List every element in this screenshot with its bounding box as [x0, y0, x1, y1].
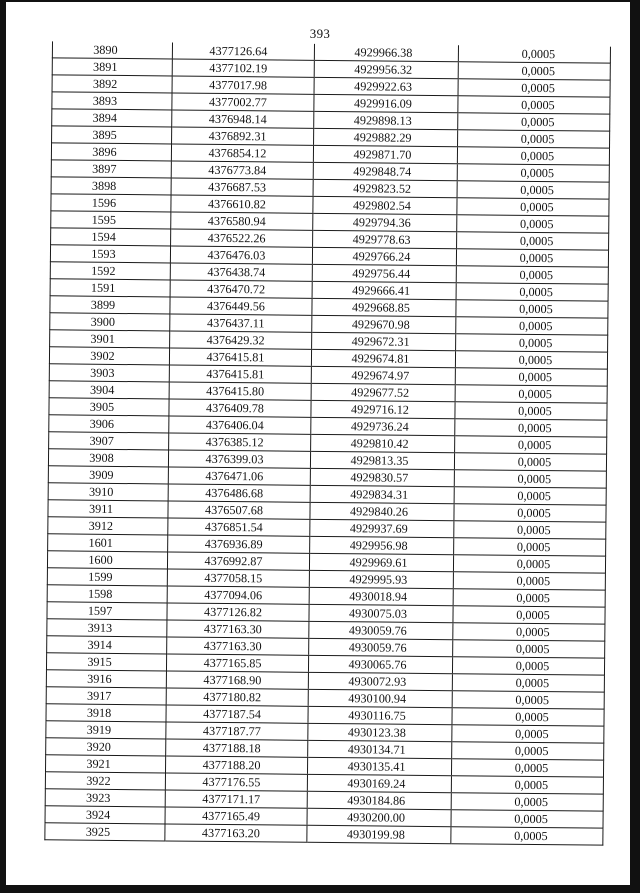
point-number-cell: 3898 — [51, 177, 171, 195]
y-coordinate-cell: 4930065.76 — [308, 655, 452, 673]
tolerance-cell: 0,0005 — [452, 691, 604, 709]
x-coordinate-cell: 4377017.98 — [172, 76, 314, 94]
x-coordinate-cell: 4376437.11 — [170, 314, 312, 332]
x-coordinate-cell: 4377163.30 — [167, 620, 309, 638]
tolerance-cell: 0,0005 — [454, 504, 606, 522]
point-number-cell: 3913 — [47, 619, 167, 637]
x-coordinate-cell: 4377102.19 — [172, 59, 314, 77]
point-number-cell: 3892 — [52, 75, 172, 93]
y-coordinate-cell: 4929766.24 — [312, 247, 456, 265]
tolerance-cell: 0,0005 — [457, 147, 609, 165]
y-coordinate-cell: 4929995.93 — [309, 570, 453, 588]
y-coordinate-cell: 4930134.71 — [308, 740, 452, 758]
tolerance-cell: 0,0005 — [452, 725, 604, 743]
point-number-cell: 3915 — [46, 653, 166, 671]
point-number-cell: 3910 — [48, 483, 168, 501]
point-number-cell: 3911 — [48, 500, 168, 518]
y-coordinate-cell: 4929778.63 — [313, 230, 457, 248]
tolerance-cell: 0,0005 — [457, 215, 609, 233]
point-number-cell: 3904 — [49, 381, 169, 399]
y-coordinate-cell: 4929670.98 — [312, 315, 456, 333]
y-coordinate-cell: 4930184.86 — [307, 791, 451, 809]
x-coordinate-cell: 4376476.03 — [170, 246, 312, 264]
tolerance-cell: 0,0005 — [452, 708, 604, 726]
y-coordinate-cell: 4929848.74 — [313, 162, 457, 180]
y-coordinate-cell: 4929871.70 — [313, 145, 457, 163]
y-coordinate-cell: 4930059.76 — [309, 638, 453, 656]
x-coordinate-cell: 4377180.82 — [166, 688, 308, 706]
page-number: 393 — [309, 26, 331, 41]
tolerance-cell: 0,0005 — [455, 368, 607, 386]
tolerance-cell: 0,0005 — [458, 113, 610, 131]
point-number-cell: 1599 — [47, 568, 167, 586]
y-coordinate-cell: 4929813.35 — [310, 451, 454, 469]
point-number-cell: 3906 — [49, 415, 169, 433]
tolerance-cell: 0,0005 — [452, 674, 604, 692]
tolerance-cell: 0,0005 — [456, 283, 608, 301]
point-number-cell: 1595 — [51, 211, 171, 229]
point-number-cell: 3903 — [49, 364, 169, 382]
point-number-cell: 3925 — [45, 823, 165, 841]
x-coordinate-cell: 4376429.32 — [170, 331, 312, 349]
x-coordinate-cell: 4376385.12 — [169, 433, 311, 451]
x-coordinate-cell: 4376522.26 — [171, 229, 313, 247]
x-coordinate-cell: 4376471.06 — [168, 467, 310, 485]
tolerance-cell: 0,0005 — [456, 300, 608, 318]
tolerance-cell: 0,0005 — [454, 453, 606, 471]
x-coordinate-cell: 4377187.54 — [166, 705, 308, 723]
y-coordinate-cell: 4929898.13 — [314, 111, 458, 129]
y-coordinate-cell: 4930116.75 — [308, 706, 452, 724]
x-coordinate-cell: 4376438.74 — [170, 263, 312, 281]
x-coordinate-cell: 4377168.90 — [166, 671, 308, 689]
x-coordinate-cell: 4376470.72 — [170, 280, 312, 298]
point-number-cell: 3922 — [45, 772, 165, 790]
x-coordinate-cell: 4376851.54 — [168, 518, 310, 536]
y-coordinate-cell: 4929794.36 — [313, 213, 457, 231]
tolerance-cell: 0,0005 — [458, 45, 610, 63]
y-coordinate-cell: 4929937.69 — [310, 519, 454, 537]
point-number-cell: 3899 — [50, 296, 170, 314]
tolerance-cell: 0,0005 — [453, 606, 605, 624]
x-coordinate-cell: 4377126.82 — [167, 603, 309, 621]
point-number-cell: 3920 — [46, 738, 166, 756]
x-coordinate-cell: 4377187.77 — [166, 722, 308, 740]
x-coordinate-cell: 4376415.81 — [169, 365, 311, 383]
point-number-cell: 1592 — [50, 262, 170, 280]
y-coordinate-cell: 4930135.41 — [307, 757, 451, 775]
point-number-cell: 1596 — [51, 194, 171, 212]
x-coordinate-cell: 4377171.17 — [165, 790, 307, 808]
x-coordinate-cell: 4376449.56 — [170, 297, 312, 315]
point-number-cell: 3912 — [48, 517, 168, 535]
y-coordinate-cell: 4929830.57 — [310, 468, 454, 486]
point-number-cell: 3909 — [48, 466, 168, 484]
point-number-cell: 1601 — [48, 534, 168, 552]
point-number-cell: 3902 — [49, 347, 169, 365]
point-number-cell: 3900 — [50, 313, 170, 331]
y-coordinate-cell: 4930018.94 — [309, 587, 453, 605]
tolerance-cell: 0,0005 — [455, 436, 607, 454]
tolerance-cell: 0,0005 — [455, 385, 607, 403]
coordinates-table — [44, 41, 611, 845]
x-coordinate-cell: 4377002.77 — [172, 93, 314, 111]
tolerance-cell: 0,0005 — [454, 521, 606, 539]
y-coordinate-cell: 4929756.44 — [312, 264, 456, 282]
tolerance-cell: 0,0005 — [458, 79, 610, 97]
y-coordinate-cell: 4929966.38 — [314, 44, 458, 62]
y-coordinate-cell: 4929823.52 — [313, 179, 457, 197]
x-coordinate-cell: 4376486.68 — [168, 484, 310, 502]
x-coordinate-cell: 4377188.20 — [165, 756, 307, 774]
y-coordinate-cell: 4930200.00 — [307, 808, 451, 826]
tolerance-cell: 0,0005 — [452, 657, 604, 675]
tolerance-cell: 0,0005 — [452, 742, 604, 760]
x-coordinate-cell: 4376892.31 — [172, 127, 314, 145]
point-number-cell: 3901 — [50, 330, 170, 348]
x-coordinate-cell: 4377126.64 — [172, 42, 314, 60]
y-coordinate-cell: 4930199.98 — [307, 825, 451, 843]
x-coordinate-cell: 4376409.78 — [169, 399, 311, 417]
point-number-cell: 3897 — [51, 160, 171, 178]
y-coordinate-cell: 4929672.31 — [312, 332, 456, 350]
x-coordinate-cell: 4376415.81 — [169, 348, 311, 366]
point-number-cell: 1593 — [50, 245, 170, 263]
point-number-cell: 1600 — [47, 551, 167, 569]
point-number-cell: 3914 — [47, 636, 167, 654]
point-number-cell: 1598 — [47, 585, 167, 603]
tolerance-cell: 0,0005 — [457, 232, 609, 250]
y-coordinate-cell: 4929666.41 — [312, 281, 456, 299]
point-number-cell: 3921 — [46, 755, 166, 773]
tolerance-cell: 0,0005 — [456, 334, 608, 352]
tolerance-cell: 0,0005 — [453, 640, 605, 658]
x-coordinate-cell: 4376687.53 — [171, 178, 313, 196]
tolerance-cell: 0,0005 — [453, 623, 605, 641]
y-coordinate-cell: 4930100.94 — [308, 689, 452, 707]
tolerance-cell: 0,0005 — [451, 827, 603, 845]
x-coordinate-cell: 4376773.84 — [171, 161, 313, 179]
point-number-cell: 3908 — [48, 449, 168, 467]
tolerance-cell: 0,0005 — [458, 130, 610, 148]
y-coordinate-cell: 4930169.24 — [307, 774, 451, 792]
x-coordinate-cell: 4377163.30 — [167, 637, 309, 655]
point-number-cell: 3905 — [49, 398, 169, 416]
point-number-cell: 3890 — [52, 41, 172, 59]
x-coordinate-cell: 4377176.55 — [165, 773, 307, 791]
y-coordinate-cell: 4929668.85 — [312, 298, 456, 316]
x-coordinate-cell: 4377165.49 — [165, 807, 307, 825]
x-coordinate-cell: 4376415.80 — [169, 382, 311, 400]
point-number-cell: 3896 — [51, 143, 171, 161]
tolerance-cell: 0,0005 — [454, 487, 606, 505]
tolerance-cell: 0,0005 — [451, 759, 603, 777]
tolerance-cell: 0,0005 — [457, 198, 609, 216]
coordinates-table-container — [44, 41, 610, 860]
tolerance-cell: 0,0005 — [457, 164, 609, 182]
point-number-cell: 3895 — [52, 126, 172, 144]
y-coordinate-cell: 4930072.93 — [308, 672, 452, 690]
point-number-cell: 3894 — [52, 109, 172, 127]
tolerance-cell: 0,0005 — [456, 317, 608, 335]
y-coordinate-cell: 4929674.97 — [311, 366, 455, 384]
x-coordinate-cell: 4376399.03 — [168, 450, 310, 468]
x-coordinate-cell: 4376507.68 — [168, 501, 310, 519]
y-coordinate-cell: 4930123.38 — [308, 723, 452, 741]
x-coordinate-cell: 4377094.06 — [167, 586, 309, 604]
tolerance-cell: 0,0005 — [458, 96, 610, 114]
y-coordinate-cell: 4929969.61 — [309, 553, 453, 571]
tolerance-cell: 0,0005 — [454, 538, 606, 556]
tolerance-cell: 0,0005 — [456, 266, 608, 284]
y-coordinate-cell: 4930075.03 — [309, 604, 453, 622]
y-coordinate-cell: 4929916.09 — [314, 94, 458, 112]
point-number-cell: 3907 — [49, 432, 169, 450]
x-coordinate-cell: 4376580.94 — [171, 212, 313, 230]
point-number-cell: 3917 — [46, 687, 166, 705]
point-number-cell: 3916 — [46, 670, 166, 688]
tolerance-cell: 0,0005 — [453, 589, 605, 607]
y-coordinate-cell: 4929956.32 — [314, 60, 458, 78]
x-coordinate-cell: 4377165.85 — [166, 654, 308, 672]
point-number-cell: 3893 — [52, 92, 172, 110]
point-number-cell: 1597 — [47, 602, 167, 620]
y-coordinate-cell: 4929810.42 — [311, 434, 455, 452]
tolerance-cell: 0,0005 — [456, 249, 608, 267]
x-coordinate-cell: 4376406.04 — [169, 416, 311, 434]
coordinates-table-body — [45, 41, 611, 845]
x-coordinate-cell: 4377188.18 — [166, 739, 308, 757]
x-coordinate-cell: 4377163.20 — [165, 824, 307, 842]
y-coordinate-cell: 4929956.98 — [310, 536, 454, 554]
y-coordinate-cell: 4929840.26 — [310, 502, 454, 520]
y-coordinate-cell: 4929677.52 — [311, 383, 455, 401]
tolerance-cell: 0,0005 — [455, 419, 607, 437]
y-coordinate-cell: 4929674.81 — [311, 349, 455, 367]
point-number-cell: 1594 — [51, 228, 171, 246]
point-number-cell: 3919 — [46, 721, 166, 739]
point-number-cell: 3891 — [52, 58, 172, 76]
tolerance-cell: 0,0005 — [454, 470, 606, 488]
x-coordinate-cell: 4377058.15 — [167, 569, 309, 587]
x-coordinate-cell: 4376948.14 — [172, 110, 314, 128]
y-coordinate-cell: 4929834.31 — [310, 485, 454, 503]
tolerance-cell: 0,0005 — [455, 402, 607, 420]
tolerance-cell: 0,0005 — [451, 793, 603, 811]
y-coordinate-cell: 4929802.54 — [313, 196, 457, 214]
tolerance-cell: 0,0005 — [451, 776, 603, 794]
y-coordinate-cell: 4930059.76 — [309, 621, 453, 639]
tolerance-cell: 0,0005 — [451, 810, 603, 828]
tolerance-cell: 0,0005 — [457, 181, 609, 199]
point-number-cell: 3918 — [46, 704, 166, 722]
y-coordinate-cell: 4929716.12 — [311, 400, 455, 418]
y-coordinate-cell: 4929882.29 — [314, 128, 458, 146]
point-number-cell: 3923 — [45, 789, 165, 807]
point-number-cell: 3924 — [45, 806, 165, 824]
tolerance-cell: 0,0005 — [453, 572, 605, 590]
x-coordinate-cell: 4376936.89 — [168, 535, 310, 553]
x-coordinate-cell: 4376610.82 — [171, 195, 313, 213]
y-coordinate-cell: 4929736.24 — [311, 417, 455, 435]
tolerance-cell: 0,0005 — [458, 62, 610, 80]
x-coordinate-cell: 4376854.12 — [171, 144, 313, 162]
tolerance-cell: 0,0005 — [453, 555, 605, 573]
point-number-cell: 1591 — [50, 279, 170, 297]
y-coordinate-cell: 4929922.63 — [314, 77, 458, 95]
x-coordinate-cell: 4376992.87 — [167, 552, 309, 570]
tolerance-cell: 0,0005 — [455, 351, 607, 369]
